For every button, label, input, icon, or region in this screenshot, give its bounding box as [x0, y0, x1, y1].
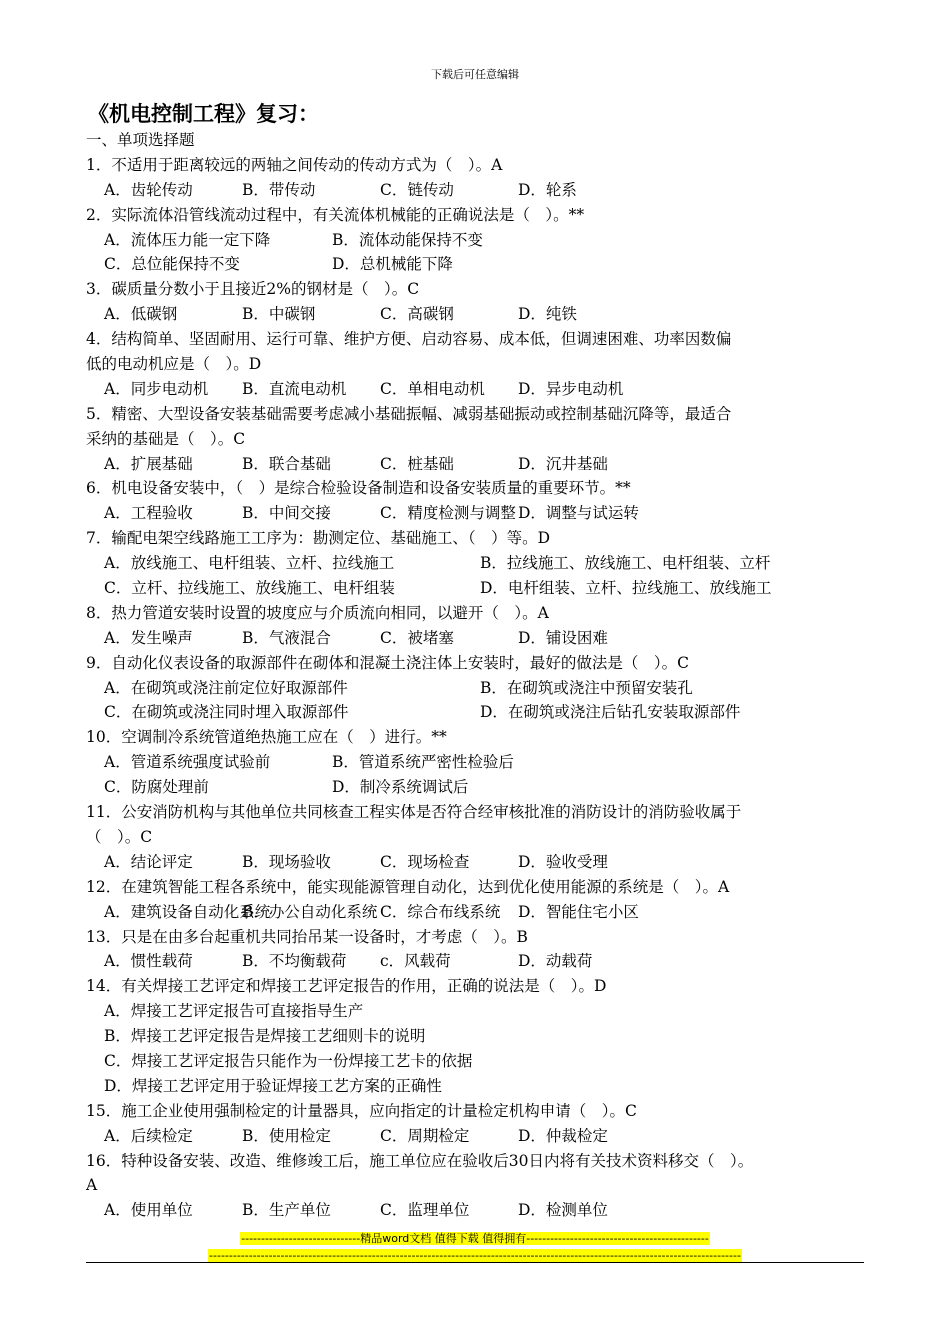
option-text: C．综合布线系统	[380, 902, 501, 921]
option-text: D．智能住宅小区	[518, 902, 639, 921]
option-text: B．现场验收	[242, 852, 331, 871]
option-text: D．验收受理	[518, 852, 608, 871]
option-row	[86, 626, 876, 651]
option-row	[86, 775, 876, 800]
option-row	[86, 178, 876, 203]
option-text: B．直流电动机	[242, 379, 347, 398]
option-text: A．结论评定	[104, 852, 193, 871]
option-row	[86, 949, 876, 974]
option-text: D．仲裁检定	[518, 1126, 608, 1145]
option-text: B．带传动	[242, 180, 316, 199]
option-text: B．流体动能保持不变	[332, 230, 483, 249]
option-text: D．总机械能下降	[332, 255, 453, 274]
option-text: A．发生噪声	[104, 628, 193, 647]
option-text: D．制冷系统调试后	[332, 778, 469, 797]
option-text: C．周期检定	[380, 1126, 470, 1145]
option-row	[86, 377, 876, 402]
question-list	[86, 128, 876, 1223]
question-text: 13．只是在由多台起重机共同抬吊某一设备时，才考虑（ ）。B	[86, 927, 528, 946]
option-text: B．气液混合	[242, 628, 331, 647]
option-text: B．管道系统严密性检验后	[332, 753, 514, 772]
question-text: 低的电动机应是（ ）。D	[86, 355, 262, 374]
question-text: 16．特种设备安装、改造、维修竣工后，施工单位应在验收后30日内将有关技术资料移交（ ）。	[86, 1151, 754, 1170]
footer-line-2: --------------------------------------------------------------------------------------------------------------------------------------	[209, 1249, 741, 1262]
option-row	[86, 228, 876, 253]
option-text: B．拉线施工、放线施工、电杆组装、立杆	[480, 554, 771, 573]
option-row	[86, 850, 876, 875]
question-text: 12．在建筑智能工程各系统中，能实现能源管理自动化，达到优化使用能源的系统是（ ）。A	[86, 877, 730, 896]
option-text: B．生产单位	[242, 1201, 331, 1220]
question-text: 2．实际流体沿管线流动过程中，有关流体机械能的正确说法是（ ）。**	[86, 205, 585, 224]
option-row	[86, 1024, 876, 1049]
option-text: B．中间交接	[242, 504, 331, 523]
question-text: 4．结构简单、坚固耐用、运行可靠、维护方便、启动容易、成本低，但调速困难、功率因数偏	[86, 330, 732, 349]
option-row	[86, 452, 876, 477]
option-row	[86, 551, 876, 576]
option-text: A．流体压力能一定下降	[104, 230, 271, 249]
question-text: 11．公安消防机构与其他单位共同核查工程实体是否符合经审核批准的消防设计的消防验收属于	[86, 803, 742, 822]
option-row	[86, 750, 876, 775]
option-text: A．在砌筑或浇注前定位好取源部件	[104, 678, 348, 697]
question-text: 3．碳质量分数小于且接近2%的钢材是（ ）。C	[86, 280, 420, 299]
option-text: C．链传动	[380, 180, 454, 199]
option-row	[86, 302, 876, 327]
option-text: A．管道系统强度试验前	[104, 753, 271, 772]
option-text: c．风载荷	[380, 952, 451, 971]
option-text: C．焊接工艺评定报告只能作为一份焊接工艺卡的依据	[104, 1051, 473, 1070]
option-text: C．高碳钢	[380, 305, 454, 324]
option-text: A．后续检定	[104, 1126, 193, 1145]
question-text: （ ）。C	[86, 827, 153, 846]
option-text: C．精度检测与调整	[380, 504, 516, 523]
option-text: D．异步电动机	[518, 379, 624, 398]
question-text: 采纳的基础是（ ）。C	[86, 429, 246, 448]
option-text: B．焊接工艺评定报告是焊接工艺细则卡的说明	[104, 1027, 426, 1046]
option-row	[86, 700, 876, 725]
option-row	[86, 999, 876, 1024]
option-text: C．单相电动机	[380, 379, 485, 398]
option-row	[86, 252, 876, 277]
question-text: 8．热力管道安装时设置的坡度应与介质流向相同，以避开（ ）。A	[86, 603, 549, 622]
option-text: C．监理单位	[380, 1201, 470, 1220]
option-row	[86, 1198, 876, 1223]
document-title: 《机电控制工程》复习：	[88, 102, 319, 126]
question-text: A	[86, 1176, 98, 1195]
option-text: A．齿轮传动	[104, 180, 193, 199]
option-text: D．沉井基础	[518, 454, 608, 473]
option-row	[86, 1074, 876, 1099]
option-text: D．电杆组装、立杆、拉线施工、放线施工	[480, 579, 772, 598]
question-text: 15．施工企业使用强制检定的计量器具，应向指定的计量检定机构申请（ ）。C	[86, 1101, 637, 1120]
option-text: A．焊接工艺评定报告可直接指导生产	[104, 1002, 364, 1021]
option-text: B．在砌筑或浇注中预留安装孔	[480, 678, 693, 697]
option-text: A．使用单位	[104, 1201, 193, 1220]
option-text: B．使用检定	[242, 1126, 331, 1145]
option-text: D．在砌筑或浇注后钻孔安装取源部件	[480, 703, 741, 722]
option-text: D．轮系	[518, 180, 577, 199]
option-text: A．低碳钢	[104, 305, 178, 324]
question-text: 9．自动化仪表设备的取源部件在砌体和混凝土浇注体上安装时，最好的做法是（ ）。C	[86, 653, 689, 672]
option-text: C．防腐处理前	[104, 778, 209, 797]
option-text: D．检测单位	[518, 1201, 608, 1220]
option-text: A．放线施工、电杆组装、立杆、拉线施工	[104, 554, 395, 573]
option-row	[86, 1049, 876, 1074]
option-text: A．惯性载荷	[104, 952, 193, 971]
option-text: C．被堵塞	[380, 628, 454, 647]
option-text: C．桩基础	[380, 454, 454, 473]
option-text: D．调整与试运转	[518, 504, 639, 523]
option-text: D．动载荷	[518, 952, 593, 971]
option-text: B．办公自动化系统	[242, 902, 378, 921]
option-row	[86, 900, 876, 925]
question-text: 5．精密、大型设备安装基础需要考虑减小基础振幅、减弱基础振动或控制基础沉降等，最适合	[86, 404, 732, 423]
option-text: A．同步电动机	[104, 379, 209, 398]
option-text: B．中碳钢	[242, 305, 316, 324]
option-text: D．铺设困难	[518, 628, 608, 647]
option-text: A．扩展基础	[104, 454, 193, 473]
footer-divider	[86, 1262, 864, 1263]
option-row	[86, 501, 876, 526]
section-heading: 一、单项选择题	[86, 131, 195, 149]
option-text: C．立杆、拉线施工、放线施工、电杆组装	[104, 579, 395, 598]
option-text: B．不均衡载荷	[242, 952, 347, 971]
page-header: 下载后可任意编辑	[431, 68, 519, 81]
option-row	[86, 1124, 876, 1149]
question-text: 10．空调制冷系统管道绝热施工应在（ ）进行。**	[86, 728, 447, 747]
option-text: C．在砌筑或浇注同时埋入取源部件	[104, 703, 349, 722]
option-text: D．纯铁	[518, 305, 577, 324]
question-text: 14．有关焊接工艺评定和焊接工艺评定报告的作用，正确的说法是（ ）。D	[86, 977, 607, 996]
option-text: C．总位能保持不变	[104, 255, 240, 274]
option-row	[86, 676, 876, 701]
option-text: A．工程验收	[104, 504, 193, 523]
option-text: A．建筑设备自动化系统	[104, 902, 271, 921]
option-text: D．焊接工艺评定用于验证焊接工艺方案的正确性	[104, 1076, 442, 1095]
option-text: B．联合基础	[242, 454, 331, 473]
option-text: C．现场检查	[380, 852, 470, 871]
question-text: 7．输配电架空线路施工工序为：勘测定位、基础施工、（ ）等。D	[86, 529, 551, 548]
option-row	[86, 576, 876, 601]
footer-line-1: ------------------------------精品word文档 值得下载 值得拥有----------------------------------------------	[241, 1232, 709, 1245]
question-text: 6．机电设备安装中，（ ）是综合检验设备制造和设备安装质量的重要环节。**	[86, 479, 631, 498]
footer-banner	[0, 1230, 950, 1264]
question-text: 1．不适用于距离较远的两轴之间传动的传动方式为（ ）。A	[86, 155, 503, 174]
